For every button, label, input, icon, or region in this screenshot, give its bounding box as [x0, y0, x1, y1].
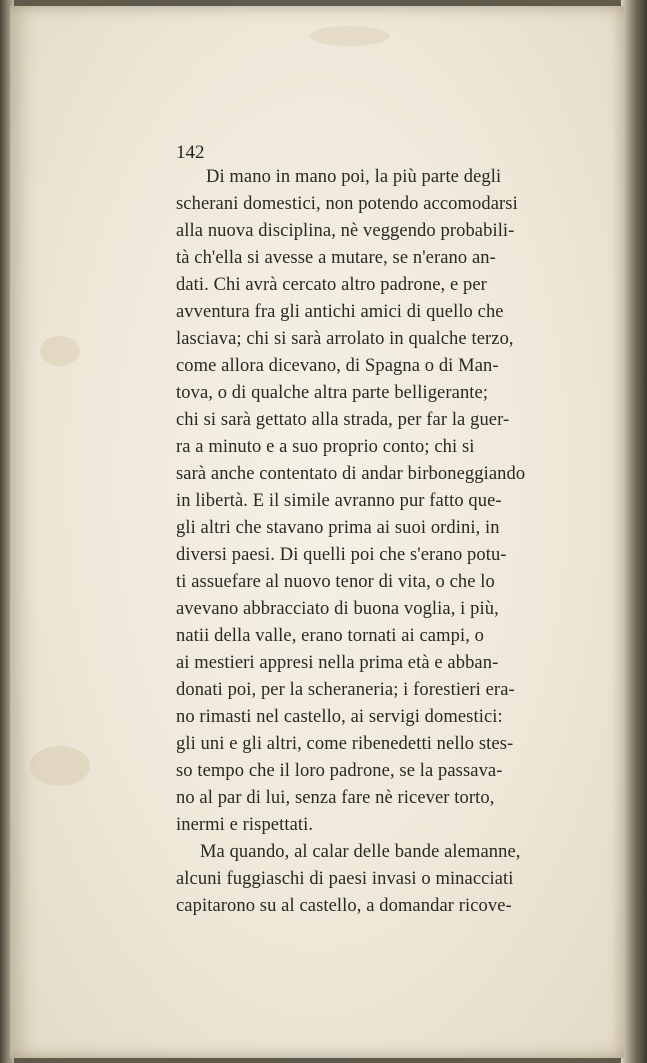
text-line: come allora dicevano, di Spagna o di Man-: [176, 356, 499, 376]
text-line: chi si sarà gettato alla strada, per far la guer-: [176, 410, 510, 430]
text-line: tova, o di qualche altra parte belligerante;: [176, 383, 489, 403]
page-stack-edge: [621, 0, 647, 1063]
text-line: diversi paesi. Di quelli poi che s'erano potu-: [176, 545, 507, 565]
text-line: gli altri che stavano prima ai suoi ordini, in: [176, 518, 500, 538]
text-line: no al par di lui, senza fare nè ricever torto,: [176, 788, 495, 808]
paper-stain: [40, 336, 80, 366]
text-line: alla nuova disciplina, nè veggendo probabili-: [176, 221, 515, 241]
text-line: gli uni e gli altri, come ribenedetti nello stes-: [176, 734, 514, 754]
text-line: natii della valle, erano tornati ai campi, o: [176, 626, 484, 646]
text-line: lasciava; chi si sarà arrolato in qualche terzo,: [176, 329, 514, 349]
paper-stain: [30, 746, 90, 786]
text-line: avventura fra gli antichi amici di quello che: [176, 302, 504, 322]
paper-stain: [310, 26, 390, 46]
text-line: Ma quando, al calar delle bande alemanne,: [200, 842, 521, 862]
text-line: scherani domestici, non potendo accomodarsi: [176, 194, 518, 214]
text-line: ra a minuto e a suo proprio conto; chi si: [176, 437, 475, 457]
text-line: capitarono su al castello, a domandar ricove-: [176, 896, 512, 916]
text-line: avevano abbracciato di buona voglia, i più,: [176, 599, 499, 619]
text-line: so tempo che il loro padrone, se la passava-: [176, 761, 503, 781]
text-line: dati. Chi avrà cercato altro padrone, e per: [176, 275, 487, 295]
text-line: ti assuefare al nuovo tenor di vita, o che lo: [176, 572, 495, 592]
text-line: no rimasti nel castello, ai servigi domestici:: [176, 707, 503, 727]
text-line: sarà anche contentato di andar birboneggiando: [176, 464, 526, 484]
text-line: donati poi, per la scheraneria; i forestieri era-: [176, 680, 515, 700]
text-line: inermi e rispettati.: [176, 815, 314, 835]
text-line: Di mano in mano poi, la più parte degli: [206, 167, 502, 187]
text-line: ai mestieri appresi nella prima età e abban-: [176, 653, 499, 673]
page-number: 142: [176, 142, 205, 163]
text-line: alcuni fuggiaschi di paesi invasi o minacciati: [176, 869, 514, 889]
text-line: in libertà. E il simile avranno pur fatto que-: [176, 491, 502, 511]
text-line: tà ch'ella si avesse a mutare, se n'erano an-: [176, 248, 496, 268]
